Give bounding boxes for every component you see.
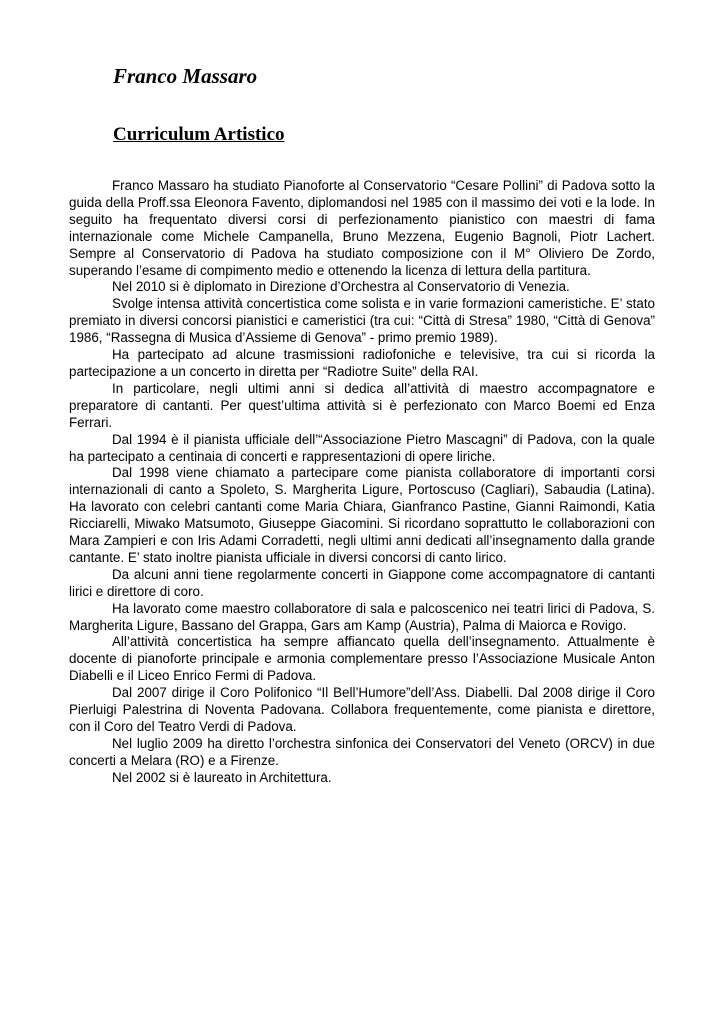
paragraph: Nel luglio 2009 ha diretto l’orchestra sinfonica dei Conservatori del Veneto (ORCV) in due concerti a Melara (RO) e a Firenze.: [69, 735, 655, 768]
document-body: [69, 178, 655, 787]
paragraph: Svolge intensa attività concertistica come solista e in varie formazioni cameristiche. E’ stato premiato in diversi concorsi pianistici e cameristici (tra cui: “Città di Stresa” 1980, “Città di Genova” 1986, “Rassegna di Musica d’Assieme di Genova” - primo premio 1989).: [69, 296, 655, 346]
paragraph: Franco Massaro ha studiato Pianoforte al Conservatorio “Cesare Pollini” di Padova sotto la guida della Proff.ssa Eleonora Favento, diplomandosi nel 1985 con il massimo dei voti e la lode. In seguito ha frequentato diversi corsi di perfezionamento pianistico con maestri di fama internazionale come Michele Campanella, Bruno Mezzena, Eugenio Bagnoli, Piotr Lachert. Sempre al Conservatorio di Padova ha studiato composizione con il M° Oliviero De Zordo, superando l’esame di compimento medio e ottenendo la licenza di lettura della partitura.: [69, 178, 655, 278]
paragraph: Dal 1998 viene chiamato a partecipare come pianista collaboratore di importanti corsi internazionali di canto a Spoleto, S. Margherita Ligure, Portoscuso (Cagliari), Sabaudia (Latina). Ha lavorato con celebri cantanti come Maria Chiara, Gianfranco Pastine, Gianni Raimondi, Katia Ricciarelli, Miwako Matsumoto, Giuseppe Giacomini. Si ricordano soprattutto le collaborazioni con Mara Zampieri e con Iris Adami Corradetti, negli ultimi anni dedicati all’insegnamento dalla grande cantante. E’ stato inoltre pianista ufficiale in diversi concorsi di canto lirico.: [69, 465, 655, 565]
paragraph: Da alcuni anni tiene regolarmente concerti in Giappone come accompagnatore di cantanti lirici e direttore di coro.: [69, 566, 655, 599]
paragraph: In particolare, negli ultimi anni si dedica all’attività di maestro accompagnatore e preparatore di cantanti. Per quest’ultima attività si è perfezionato con Marco Boemi ed Enza Ferrari.: [69, 380, 655, 430]
paragraph: Nel 2002 si è laureato in Architettura.: [112, 769, 332, 785]
paragraph: All’attività concertistica ha sempre affiancato quella dell’insegnamento. Attualmente è docente di pianoforte principale e armonia complementare presso l’Associazione Musicale Anton Diabelli e il Liceo Enrico Fermi di Padova.: [69, 634, 655, 684]
paragraph: Dal 1994 è il pianista ufficiale dell’“Associazione Pietro Mascagni” di Padova, con la quale ha partecipato a centinaia di concerti e rappresentazioni di opere liriche.: [69, 431, 655, 464]
paragraph: Ha lavorato come maestro collaboratore di sala e palcoscenico nei teatri lirici di Padova, S. Margherita Ligure, Bassano del Grappa, Gars am Kamp (Austria), Palma di Maiorca e Rovigo.: [69, 600, 655, 633]
paragraph: Dal 2007 dirige il Coro Polifonico “Il Bell’Humore”dell’Ass. Diabelli. Dal 2008 dirige il Coro Pierluigi Palestrina di Noventa Padovana. Collabora frequentemente, come pianista e direttore, con il Coro del Teatro Verdi di Padova.: [69, 685, 655, 734]
paragraph: Nel 2010 si è diplomato in Direzione d’Orchestra al Conservatorio di Venezia.: [112, 279, 570, 295]
section-title: Curriculum Artistico: [113, 124, 285, 145]
author-name: Franco Massaro: [113, 64, 258, 88]
paragraph: Ha partecipato ad alcune trasmissioni radiofoniche e televisive, tra cui si ricorda la partecipazione a un concerto in diretta per “Radiotre Suite” della RAI.: [69, 347, 655, 379]
